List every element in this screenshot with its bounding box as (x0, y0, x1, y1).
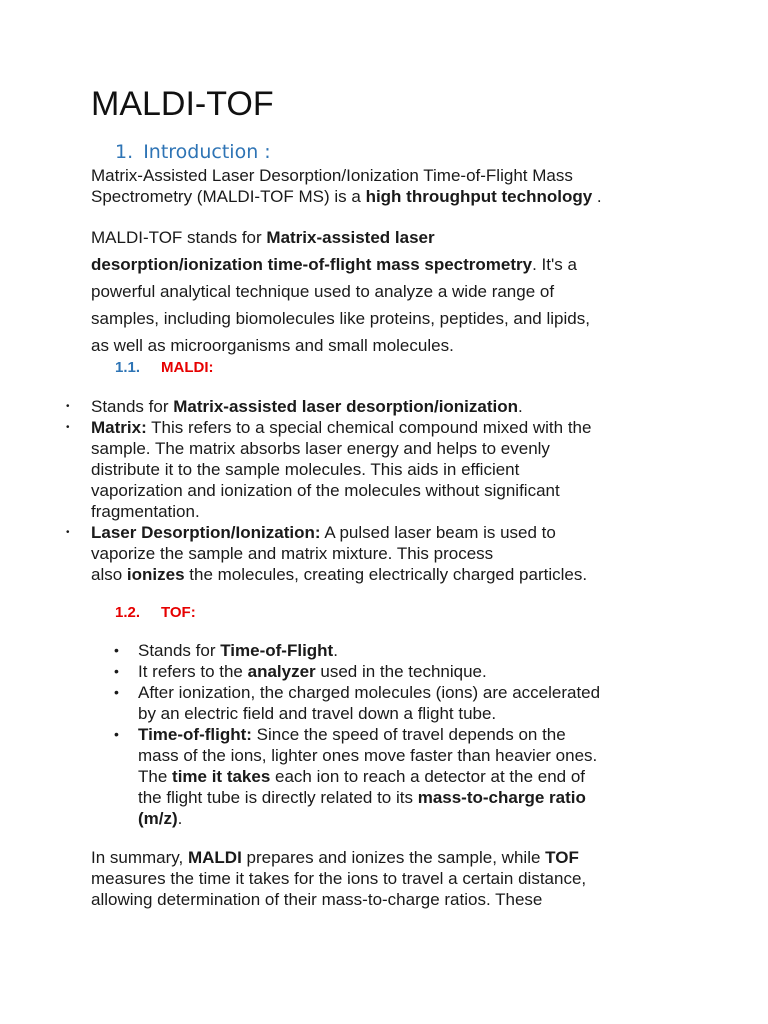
list-item-continuation (138, 766, 600, 787)
list-item-continuation (138, 745, 600, 766)
text-line (91, 165, 602, 186)
bullet-icon: • (66, 422, 70, 433)
text-run: by an electric field and travel down a flight tube. (138, 704, 497, 723)
text-run: prepares and ionizes the sample, while (241, 848, 546, 867)
page-title: MALDI-TOF (91, 85, 274, 123)
subsection-heading-tof (115, 603, 196, 623)
text-line (91, 332, 590, 359)
list-item (114, 640, 600, 661)
subsection-number: 1.2. (115, 604, 141, 621)
list-item-continuation (91, 480, 591, 501)
bullet-icon: • (66, 527, 70, 538)
text-run: fragmentation. (91, 502, 200, 521)
section-number: 1. (115, 141, 134, 163)
list-item-continuation (91, 438, 591, 459)
text-run: measures the time it takes for the ions to travel a certain distance, (91, 869, 587, 888)
tof-bullet-list (114, 640, 601, 829)
subsection-title: TOF: (161, 604, 196, 621)
list-item-continuation (91, 501, 591, 522)
subsection-title: MALDI: (161, 359, 214, 376)
text-run: In summary, (91, 848, 188, 867)
text-run: used in the technique. (315, 662, 487, 681)
text-run: vaporization and ionization of the molecules without significant (91, 481, 560, 500)
bold-text: desorption/ionization time-of-flight mass spectrometry (91, 255, 533, 274)
text-run: . (333, 641, 338, 660)
list-item (114, 724, 600, 745)
text-line (91, 847, 586, 868)
bold-text: Time-of-flight: (138, 725, 252, 744)
intro-paragraph-1 (91, 165, 602, 207)
bold-text: Matrix-assisted laser desorption/ionization (173, 397, 519, 416)
text-run: the flight tube is directly related to its (138, 788, 418, 807)
text-line (91, 889, 586, 910)
text-run: This refers to a special chemical compound mixed with the (146, 418, 592, 437)
bullet-icon: • (114, 684, 119, 700)
text-run: vaporize the sample and matrix mixture. This process (91, 544, 494, 563)
list-item-continuation (91, 459, 591, 480)
text-run: Stands for (91, 397, 174, 416)
bullet-icon: • (66, 401, 70, 412)
text-run: . (592, 187, 602, 206)
list-item (66, 522, 591, 543)
section-heading-introduction (115, 140, 271, 164)
bold-text: Matrix-assisted laser (266, 228, 435, 247)
list-item (114, 682, 601, 703)
text-line (91, 224, 590, 251)
bold-text: MALDI (187, 848, 242, 867)
text-line (91, 868, 586, 889)
bold-text: high throughput technology (365, 187, 593, 206)
text-line (91, 305, 590, 332)
text-run: also (91, 565, 127, 584)
list-item-continuation (91, 564, 591, 585)
bold-text: (m/z) (138, 809, 178, 828)
bullet-icon: • (114, 726, 119, 742)
list-item-continuation (91, 543, 591, 564)
bold-text: TOF (545, 848, 579, 867)
text-run: mass of the ions, lighter ones move faster than heavier ones. (138, 746, 598, 765)
list-item-continuation (138, 703, 600, 724)
text-line (91, 186, 602, 207)
maldi-bullet-list (66, 396, 592, 585)
bold-text: Matrix: (91, 418, 147, 437)
list-item (114, 661, 600, 682)
text-run: After ionization, the charged molecules (ions) are accelerated (138, 683, 601, 702)
text-run: each ion to reach a detector at the end of (270, 767, 586, 786)
text-run: The (138, 767, 173, 786)
bold-text: mass-to-charge ratio (417, 788, 586, 807)
section-title: Introduction : (143, 141, 271, 163)
bold-text: Time-of-Flight (220, 641, 334, 660)
text-run: allowing determination of their mass-to-charge ratios. These (91, 890, 543, 909)
text-run: A pulsed laser beam is used to (320, 523, 556, 542)
subsection-heading-maldi (115, 358, 214, 378)
text-run: distribute it to the sample molecules. This aids in efficient (91, 460, 520, 479)
text-line (91, 278, 590, 305)
text-run: the molecules, creating electrically charged particles. (184, 565, 588, 584)
intro-paragraph-2 (91, 224, 590, 359)
subsection-number: 1.1. (115, 359, 141, 376)
list-item-continuation (138, 787, 600, 808)
text-run: MALDI-TOF stands for (91, 228, 267, 247)
list-item (66, 417, 592, 438)
text-run: Since the speed of travel depends on the (251, 725, 566, 744)
bold-text: ionizes (126, 565, 185, 584)
text-run: It refers to the (138, 662, 248, 681)
text-run: samples, including biomolecules like proteins, peptides, and lipids, (91, 309, 590, 328)
text-run: Stands for (138, 641, 221, 660)
text-run: . It's a (532, 255, 577, 274)
text-run: sample. The matrix absorbs laser energy and helps to evenly (91, 439, 550, 458)
text-run: Matrix-Assisted Laser Desorption/Ionization Time-of-Flight Mass (91, 166, 573, 185)
bold-text: time it takes (172, 767, 271, 786)
text-line (91, 251, 590, 278)
text-run: powerful analytical technique used to analyze a wide range of (91, 282, 555, 301)
text-run: . (518, 397, 523, 416)
text-run: . (177, 809, 183, 828)
list-item (66, 396, 591, 417)
bullet-icon: • (114, 663, 119, 679)
bold-text: Laser Desorption/Ionization: (91, 523, 321, 542)
list-item-continuation (138, 808, 600, 829)
bold-text: analyzer (247, 662, 316, 681)
text-run: as well as microorganisms and small molecules. (91, 336, 454, 355)
summary-paragraph (91, 847, 586, 910)
text-run: Spectrometry (MALDI-TOF MS) is a (91, 187, 366, 206)
bullet-icon: • (114, 642, 119, 658)
